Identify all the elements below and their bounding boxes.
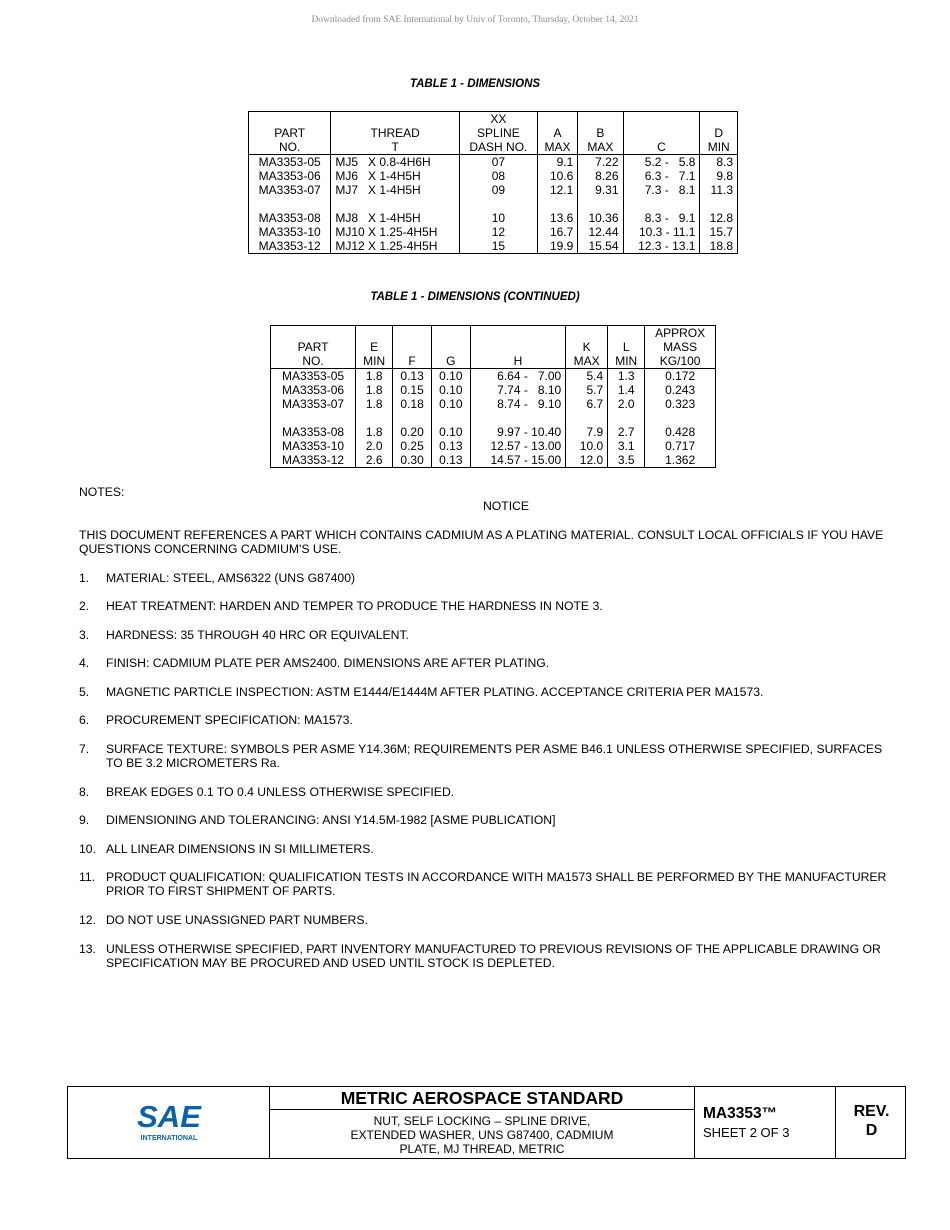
table-row [249,169,738,183]
note-number: 5. [79,685,90,699]
table-cell: 0.13 [393,369,432,384]
header-cell: T [331,140,460,155]
description-line: EXTENDED WASHER, UNS G87400, CADMIUM [350,1128,614,1142]
table-cell: 12.57 - 13.00 [470,439,566,453]
download-watermark: Downloaded from SAE International by Univ of Toronto, Thursday, October 14, 2021 [311,15,639,25]
table-cell: 6.3 - 7.1 [623,169,700,183]
revision-cell [836,1087,907,1158]
table-cell: 09 [460,183,538,197]
sae-logo [68,1087,270,1160]
table-cell: 9.8 [700,169,738,183]
description-line: PLATE, MJ THREAD, METRIC [399,1142,565,1156]
header-cell: APPROX [645,326,716,341]
header-cell [470,340,566,354]
dimensions-table-body [249,155,738,254]
table-cell: 0.30 [393,453,432,468]
note-item [79,685,899,699]
note-number: 11. [79,870,96,884]
sae-logo-text: SAE [137,1099,201,1134]
note-number: 10. [79,842,96,856]
note-item [79,870,899,898]
table-cell: 08 [460,169,538,183]
note-text: DO NOT USE UNASSIGNED PART NUMBERS. [106,913,368,927]
table-cell: 10.0 [566,439,608,453]
table-cell: 0.15 [393,383,432,397]
description-line: NUT, SELF LOCKING – SPLINE DRIVE, [373,1114,591,1128]
revision-label: REV. [853,1103,890,1120]
table-cell: MA3353-08 [271,425,356,439]
header-cell [537,112,578,127]
header-cell [431,326,470,341]
title-cell [270,1087,695,1158]
header-cell [356,326,393,341]
notes-label: NOTES: [79,485,125,499]
table-cell: 2.0 [356,439,393,453]
notice-text: THIS DOCUMENT REFERENCES A PART WHICH CONTAINS CADMIUM AS A PLATING MATERIAL. CONSULT LOCAL OFFICIALS IF YOU HAVE QUESTIONS CONCERNING CADMIUM'S USE. [79,528,884,556]
table-cell: 19.9 [537,239,578,254]
part-number: MA3353™ [703,1105,778,1122]
table-cell: 0.10 [431,369,470,384]
header-cell: G [431,354,470,369]
table-row [271,369,716,384]
table-cell: 15.54 [578,239,623,254]
header-cell: C [623,140,700,155]
standard-type: METRIC AEROSPACE STANDARD [270,1087,694,1110]
header-cell: MIN [356,354,393,369]
table-row [249,183,738,197]
table-cell: MJ12 X 1.25-4H5H [331,239,460,254]
table-cell: 8.3 - 9.1 [623,211,700,225]
table-cell: MA3353-08 [249,211,331,225]
note-item [79,942,899,970]
header-cell: NO. [271,354,356,369]
header-cell: KG/100 [645,354,716,369]
notice-heading: NOTICE [482,499,530,513]
dimensions-continued-table-header [271,326,716,369]
table-cell: MA3353-10 [249,225,331,239]
note-text: UNLESS OTHERWISE SPECIFIED, PART INVENTORY MANUFACTURED TO PREVIOUS REVISIONS OF THE APPLICABLE DRAWING OR SPECIFICATION MAY BE PROCURED AND USED UNTIL STOCK IS DEPLETED. [106,942,881,970]
table-cell: 12.1 [537,183,578,197]
note-text: FINISH: CADMIUM PLATE PER AMS2400. DIMENSIONS ARE AFTER PLATING. [106,656,550,670]
table-row [249,239,738,254]
table-cell: 1.8 [356,397,393,411]
header-cell: D [700,126,738,140]
note-item [79,913,899,927]
header-cell: H [470,354,566,369]
table-cell: 7.74 - 8.10 [470,383,566,397]
note-number: 3. [79,628,90,642]
note-item [79,599,899,613]
table-cell: 8.74 - 9.10 [470,397,566,411]
sae-logo-cell [68,1087,270,1158]
table-cell: 12.8 [700,211,738,225]
note-item [79,785,899,799]
table-cell: MJ6 X 1-4H5H [331,169,460,183]
table-cell: 9.31 [578,183,623,197]
header-cell: XX [460,112,538,127]
table-cell: 0.20 [393,425,432,439]
table-cell: MA3353-12 [271,453,356,468]
table-cell: 8.3 [700,155,738,170]
header-cell [331,112,460,127]
header-cell: A [537,126,578,140]
header-cell: MASS [645,340,716,354]
header-cell: MAX [537,140,578,155]
note-text: HARDNESS: 35 THROUGH 40 HRC OR EQUIVALENT. [106,628,409,642]
table-cell: MJ5 X 0.8-4H6H [331,155,460,170]
table-cell: 10 [460,211,538,225]
header-cell: PART [271,340,356,354]
table-cell: 0.13 [431,439,470,453]
table-cell: 18.8 [700,239,738,254]
table-cell: 0.717 [645,439,716,453]
table-row [249,211,738,225]
table-cell: MJ10 X 1.25-4H5H [331,225,460,239]
table-cell: MA3353-05 [249,155,331,170]
note-item [79,656,899,670]
header-cell: THREAD [331,126,460,140]
table-cell: MA3353-05 [271,369,356,384]
table-cell: 13.6 [537,211,578,225]
table-cell: 16.7 [537,225,578,239]
header-cell [393,340,432,354]
header-cell [271,326,356,341]
table-cell: 6.7 [566,397,608,411]
note-text: PROCUREMENT SPECIFICATION: MA1573. [106,713,353,727]
sheet-number: SHEET 2 OF 3 [703,1125,790,1140]
table-cell: 12.3 - 13.1 [623,239,700,254]
table-cell: 14.57 - 15.00 [470,453,566,468]
table-cell: 9.1 [537,155,578,170]
note-number: 6. [79,713,90,727]
header-cell: MIN [608,354,645,369]
table-cell: 07 [460,155,538,170]
note-text: DIMENSIONING AND TOLERANCING: ANSI Y14.5M-1982 [ASME PUBLICATION] [106,813,556,827]
table-cell: 15 [460,239,538,254]
note-item [79,742,899,770]
revision-value: D [865,1122,878,1139]
note-text: ALL LINEAR DIMENSIONS IN SI MILLIMETERS. [106,842,374,856]
table-cell: 2.0 [608,397,645,411]
table-cell: 1.3 [608,369,645,384]
note-item [79,813,899,827]
note-item [79,571,899,585]
table-cell: 10.6 [537,169,578,183]
table-row [271,425,716,439]
table-cell: 3.1 [608,439,645,453]
table-cell: 0.10 [431,383,470,397]
table1-title: TABLE 1 - DIMENSIONS [409,78,541,90]
note-text: SURFACE TEXTURE: SYMBOLS PER ASME Y14.36M; REQUIREMENTS PER ASME B46.1 UNLESS OTHERWISE SPECIFIED, SURFACES TO BE 3.2 MICROMETERS Ra. [106,742,883,770]
header-cell: MAX [566,354,608,369]
header-cell: MIN [700,140,738,155]
table-cell: MA3353-07 [271,397,356,411]
part-description [270,1110,694,1156]
table-cell: 11.3 [700,183,738,197]
dimensions-continued-table [270,325,716,468]
table-cell: 12.0 [566,453,608,468]
note-text: MATERIAL: STEEL, AMS6322 (UNS G87400) [106,571,356,585]
header-cell [431,340,470,354]
header-cell: B [578,126,623,140]
table-cell: MA3353-12 [249,239,331,254]
dimensions-table-header [249,112,738,155]
table-cell: 15.7 [700,225,738,239]
note-number: 1. [79,571,90,585]
header-cell [470,326,566,341]
note-text: PRODUCT QUALIFICATION: QUALIFICATION TESTS IN ACCORDANCE WITH MA1573 SHALL BE PERFORMED BY THE MANUFACTURER PRIOR TO FIRST SHIPMENT OF PARTS. [106,870,887,898]
table-cell: MJ7 X 1-4H5H [331,183,460,197]
header-cell [608,326,645,341]
table1-continued-title: TABLE 1 - DIMENSIONS (CONTINUED) [370,291,580,303]
table-cell: 0.243 [645,383,716,397]
note-number: 12. [79,913,96,927]
table-cell: 5.7 [566,383,608,397]
header-cell [249,112,331,127]
table-cell: 0.18 [393,397,432,411]
document-number-cell [695,1087,836,1158]
table-cell: 0.323 [645,397,716,411]
header-cell [700,112,738,127]
dimensions-continued-table-body [271,369,716,468]
table-cell: 12 [460,225,538,239]
table-row [249,225,738,239]
table-cell: 0.13 [431,453,470,468]
table-cell: 10.3 - 11.1 [623,225,700,239]
header-cell: NO. [249,140,331,155]
header-cell: E [356,340,393,354]
table-cell: 1.8 [356,369,393,384]
table-row [271,453,716,468]
header-cell: DASH NO. [460,140,538,155]
header-cell [566,326,608,341]
header-cell: F [393,354,432,369]
table-row [271,397,716,411]
note-number: 9. [79,813,90,827]
table-cell: 1.8 [356,425,393,439]
table-cell: 2.7 [608,425,645,439]
dimensions-table [248,111,738,254]
table-cell: 10.36 [578,211,623,225]
note-number: 8. [79,785,90,799]
table-cell: MA3353-06 [271,383,356,397]
note-text: MAGNETIC PARTICLE INSPECTION: ASTM E1444/E1444M AFTER PLATING. ACCEPTANCE CRITERIA PER MA1573. [106,685,764,699]
table-cell: 5.4 [566,369,608,384]
header-cell: L [608,340,645,354]
note-item [79,713,899,727]
table-cell: 8.26 [578,169,623,183]
table-cell: MJ8 X 1-4H5H [331,211,460,225]
table-cell: 0.428 [645,425,716,439]
header-cell [623,112,700,127]
table-cell: 1.8 [356,383,393,397]
note-number: 2. [79,599,90,613]
header-cell: K [566,340,608,354]
table-cell: MA3353-10 [271,439,356,453]
table-cell: 3.5 [608,453,645,468]
header-cell [623,126,700,140]
note-text: BREAK EDGES 0.1 TO 0.4 UNLESS OTHERWISE SPECIFIED. [106,785,455,799]
header-cell: PART [249,126,331,140]
table-cell: MA3353-07 [249,183,331,197]
table-cell: 7.22 [578,155,623,170]
table-cell: 0.10 [431,425,470,439]
header-cell: MAX [578,140,623,155]
table-cell: 7.9 [566,425,608,439]
table-cell: 12.44 [578,225,623,239]
table-cell: 2.6 [356,453,393,468]
note-item [79,842,899,856]
table-cell: 1.362 [645,453,716,468]
note-number: 4. [79,656,90,670]
table-cell: 0.172 [645,369,716,384]
table-row [271,383,716,397]
table-row [271,439,716,453]
header-cell [393,326,432,341]
table-cell: MA3353-06 [249,169,331,183]
table-cell: 6.64 - 7.00 [470,369,566,384]
note-text: HEAT TREATMENT: HARDEN AND TEMPER TO PRODUCE THE HARDNESS IN NOTE 3. [106,599,603,613]
title-block [67,1086,906,1159]
table-cell: 0.10 [431,397,470,411]
note-number: 7. [79,742,90,756]
table-cell: 1.4 [608,383,645,397]
header-cell: SPLINE [460,126,538,140]
table-row [249,155,738,170]
note-number: 13. [79,942,96,956]
sae-logo-subtext: INTERNATIONAL [140,1135,198,1142]
note-item [79,628,899,642]
header-cell [578,112,623,127]
table-cell: 5.2 - 5.8 [623,155,700,170]
table-cell: 0.25 [393,439,432,453]
table-cell: 7.3 - 8.1 [623,183,700,197]
table-cell: 9.97 - 10.40 [470,425,566,439]
